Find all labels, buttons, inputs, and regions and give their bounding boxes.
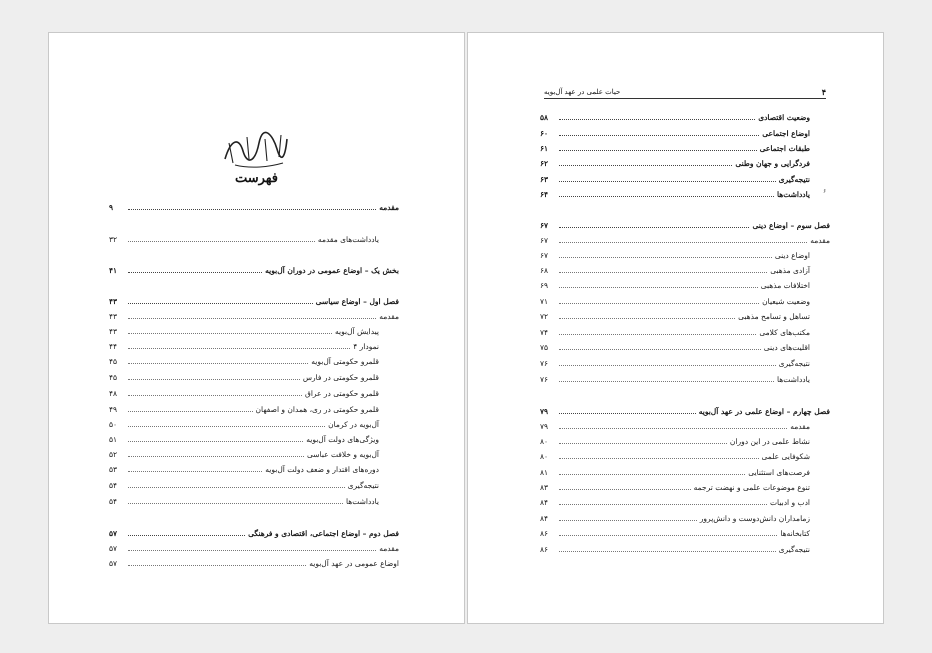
dot-leader [559, 150, 757, 151]
dot-leader [128, 487, 345, 488]
toc-entry-title: آل‌بویه در کرمان [328, 419, 379, 429]
toc-entry-page: ۴۹ [109, 404, 118, 414]
toc-entry[interactable] [109, 340, 379, 352]
toc-entry-title: نتیجه‌گیری [778, 544, 810, 554]
toc-entry[interactable] [540, 188, 810, 200]
running-head-title: حیات علمی در عهد آل‌بویه [544, 88, 621, 96]
toc-entry-title: تنوع موضوعات علمی و نهضت ترجمه [693, 482, 810, 492]
dot-leader [559, 334, 756, 335]
toc-entry-title: مقدمه [810, 235, 830, 245]
toc-entry-page: ۳۲ [109, 234, 118, 244]
toc-entry[interactable] [540, 310, 810, 322]
toc-entry-page: ۶۷ [540, 220, 549, 230]
toc-entry[interactable] [540, 341, 810, 353]
toc-entry[interactable] [540, 279, 810, 291]
toc-entry-page: ۶۱ [540, 143, 549, 153]
toc-entry-title: مقدمه [790, 421, 810, 431]
toc-entry-page: ۹ [109, 202, 114, 212]
toc-entry[interactable] [109, 201, 399, 213]
dot-leader [559, 489, 691, 490]
toc-entry[interactable] [540, 466, 810, 478]
toc-entry[interactable] [109, 418, 379, 430]
dot-leader [128, 379, 300, 380]
dot-leader [559, 458, 759, 459]
left-page [48, 32, 465, 624]
dot-leader [559, 365, 776, 366]
toc-entry-page: ۶۳ [540, 174, 549, 184]
toc-title: فهرست [234, 171, 279, 186]
toc-entry-title: فصل دوم – اوضاع اجتماعی، اقتصادی و فرهنگی [248, 528, 399, 538]
dot-leader [128, 303, 313, 304]
toc-entry[interactable] [109, 325, 379, 337]
dot-leader [128, 348, 350, 349]
dot-leader [559, 443, 727, 444]
toc-entry-title: فصل سوم – اوضاع دینی [752, 220, 830, 230]
toc-entry-title: فصل چهارم – اوضاع علمی در عهد آل‌بویه [698, 406, 830, 416]
dot-leader [128, 333, 332, 334]
toc-entry[interactable] [109, 542, 399, 554]
toc-entry-page: ۴۵ [109, 372, 118, 382]
toc-entry[interactable] [540, 420, 810, 432]
toc-entry-page: ۷۱ [540, 296, 549, 306]
dot-leader [128, 209, 376, 210]
toc-entry-page: ۷۴ [540, 327, 549, 337]
toc-entry[interactable] [540, 173, 810, 185]
dot-leader [559, 181, 776, 182]
toc-entry[interactable] [540, 142, 810, 154]
toc-entry[interactable] [109, 527, 399, 539]
toc-entry[interactable] [109, 403, 379, 415]
toc-entry-title: مکتب‌های کلامی [759, 327, 810, 337]
toc-entry-title: اوضاع عمومی در عهد آل‌بویه [309, 558, 399, 568]
toc-entry-page: ۴۳ [109, 296, 118, 306]
toc-entry-page: ۴۴ [109, 341, 118, 351]
dot-leader [128, 241, 315, 242]
right-page [467, 32, 884, 624]
dot-leader [559, 428, 787, 429]
toc-entry-page: ۵۱ [109, 434, 118, 444]
toc-entry-page: ۷۹ [540, 406, 549, 416]
dot-leader [128, 471, 262, 472]
toc-entry-page: ۷۲ [540, 311, 549, 321]
toc-entry-page: ۷۵ [540, 342, 549, 352]
toc-entry-title: قلمرو حکومتی در ری، همدان و اصفهان [255, 404, 379, 414]
toc-entry-page: ۴۳ [109, 326, 118, 336]
dot-leader [559, 227, 749, 228]
toc-entry-page: ۴۳ [109, 311, 118, 321]
toc-entry-page: ۶۲ [540, 158, 549, 168]
toc-entry-page: ۴۱ [109, 265, 118, 275]
toc-entry-title: وضعیت شیعیان [762, 296, 810, 306]
toc-entry-page: ۵۲ [109, 449, 118, 459]
toc-entry-page: ۵۴ [109, 480, 118, 490]
running-header [544, 86, 826, 99]
toc-entry-title: فرصت‌های استثنایی [748, 467, 810, 477]
toc-entry-page: ۶۴ [540, 189, 549, 199]
toc-entry-title: اختلافات مذهبی [760, 280, 810, 290]
dot-leader [128, 318, 376, 319]
toc-entry-title: زمامداران دانش‌دوست و دانش‌پرور [699, 513, 810, 523]
toc-entry-title: وضعیت اقتصادی [758, 112, 810, 122]
toc-entry[interactable] [540, 219, 830, 231]
toc-entry-title: نتیجه‌گیری [347, 480, 379, 490]
toc-entry[interactable] [109, 495, 379, 507]
toc-entry-title: یادداشت‌های مقدمه [317, 234, 379, 244]
toc-entry-title: ادب و ادبیات [770, 497, 810, 507]
toc-entry[interactable] [109, 433, 379, 445]
toc-entry[interactable] [109, 387, 379, 399]
toc-entry-page: ۸۶ [540, 528, 549, 538]
toc-entry-title: پیدایش آل‌بویه [334, 326, 379, 336]
toc-entry-title: آل‌بویه و خلافت عباسی [307, 449, 379, 459]
dot-leader [128, 535, 245, 536]
dot-leader [559, 474, 745, 475]
toc-entry-title: آزادی مذهبی [770, 265, 810, 275]
toc-entry-page: ۷۹ [540, 421, 549, 431]
dot-leader [559, 257, 772, 258]
dot-leader [559, 504, 767, 505]
toc-entry[interactable] [540, 527, 810, 539]
toc-entry-page: ۵۰ [109, 419, 118, 429]
toc-entry-title: ویژگی‌های دولت آل‌بویه [306, 434, 379, 444]
dot-leader [128, 565, 306, 566]
toc-entry[interactable] [540, 543, 810, 555]
toc-entry-title: نمودار ۴ [353, 341, 379, 351]
toc-entry[interactable] [540, 249, 810, 261]
toc-entry-title: اوضاع اجتماعی [762, 128, 810, 138]
toc-entry-page: ۵۷ [109, 558, 118, 568]
toc-entry-page: ۷۶ [540, 358, 549, 368]
toc-entry-page: ۷۶ [540, 374, 549, 384]
toc-entry[interactable] [540, 234, 830, 246]
dot-leader [559, 272, 767, 273]
toc-entry-title: نتیجه‌گیری [778, 174, 810, 184]
dot-leader [559, 551, 776, 552]
toc-entry[interactable] [540, 405, 830, 417]
toc-entry[interactable] [540, 435, 810, 447]
page-number: ۴ [821, 87, 826, 97]
dot-leader [559, 318, 735, 319]
side-marker: ۶ [823, 188, 827, 195]
toc-entry[interactable] [109, 371, 379, 383]
toc-entry-page: ۶۷ [540, 250, 549, 260]
toc-entry-page: ۴۵ [109, 356, 118, 366]
toc-entry-page: ۶۹ [540, 280, 549, 290]
toc-entry[interactable] [109, 233, 379, 245]
toc-entry-title: نشاط علمی در این دوران [729, 436, 810, 446]
toc-entry-title: یادداشت‌ها [345, 496, 379, 506]
toc-entry-title: اقلیت‌های دینی [763, 342, 810, 352]
toc-entry-title: تساهل و تسامح مذهبی [738, 311, 810, 321]
toc-entry-page: ۸۰ [540, 451, 549, 461]
toc-entry-page: ۵۷ [109, 543, 118, 553]
toc-entry[interactable] [109, 310, 399, 322]
dot-leader [559, 242, 807, 243]
toc-entry[interactable] [540, 512, 810, 524]
dot-leader [559, 119, 755, 120]
dot-leader [559, 165, 732, 166]
dot-leader [559, 287, 758, 288]
toc-entry-page: ۸۴ [540, 513, 549, 523]
dot-leader [559, 349, 761, 350]
toc-entry[interactable] [540, 450, 810, 462]
toc-entry-title: قلمرو حکومتی در عراق [305, 388, 379, 398]
dot-leader [128, 363, 308, 364]
dot-leader [128, 503, 343, 504]
toc-entry[interactable] [109, 479, 379, 491]
toc-entry[interactable] [540, 295, 810, 307]
toc-entry-title: کتابخانه‌ها [780, 528, 810, 538]
toc-entry-title: مقدمه [379, 202, 399, 212]
toc-entry[interactable] [540, 157, 810, 169]
toc-entry-title: بخش یک – اوضاع عمومی در دوران آل‌بویه [265, 265, 399, 275]
dot-leader [128, 395, 302, 396]
toc-entry-title: فصل اول – اوضاع سیاسی [315, 296, 399, 306]
dot-leader [559, 381, 774, 382]
toc-entry-title: فردگرایی و جهان وطنی [735, 158, 810, 168]
dot-leader [559, 535, 777, 536]
dot-leader [128, 411, 253, 412]
toc-entry-page: ۸۱ [540, 467, 549, 477]
dot-leader [559, 520, 697, 521]
toc-entry-page: ۸۶ [540, 544, 549, 554]
dot-leader [559, 413, 696, 414]
toc-entry[interactable] [540, 373, 810, 385]
dot-leader [559, 303, 759, 304]
toc-entry-page: ۸۰ [540, 436, 549, 446]
toc-entry[interactable] [109, 463, 379, 475]
toc-entry[interactable] [540, 264, 810, 276]
toc-entry[interactable] [540, 481, 810, 493]
toc-entry-title: دوره‌های اقتدار و ضعف دولت آل‌بویه [265, 464, 379, 474]
dot-leader [128, 456, 304, 457]
toc-entry-title: یادداشت‌ها [776, 374, 810, 384]
dot-leader [559, 196, 774, 197]
toc-entry-page: ۶۰ [540, 128, 549, 138]
toc-entry-page: ۴۸ [109, 388, 118, 398]
dot-leader [128, 426, 325, 427]
toc-entry[interactable] [540, 127, 810, 139]
toc-entry[interactable] [540, 111, 810, 123]
toc-entry-title: مقدمه [379, 311, 399, 321]
toc-entry-title: قلمرو حکومتی در فارس [302, 372, 379, 382]
toc-entry-page: ۶۷ [540, 235, 549, 245]
dot-leader [128, 272, 262, 273]
toc-entry-title: طبقات اجتماعی [759, 143, 810, 153]
toc-entry[interactable] [109, 264, 399, 276]
toc-entry-title: مقدمه [379, 543, 399, 553]
toc-entry-page: ۸۳ [540, 482, 549, 492]
dot-leader [559, 135, 759, 136]
toc-entry-title: نتیجه‌گیری [778, 358, 810, 368]
toc-entry-page: ۵۳ [109, 464, 118, 474]
dot-leader [128, 441, 303, 442]
toc-entry-page: ۵۸ [540, 112, 549, 122]
toc-entry[interactable] [109, 448, 379, 460]
dot-leader [128, 550, 376, 551]
bismillah-calligraphy [221, 129, 291, 169]
toc-entry[interactable] [109, 295, 399, 307]
toc-entry-page: ۵۴ [109, 496, 118, 506]
toc-entry-title: قلمرو حکومتی آل‌بویه [311, 356, 379, 366]
toc-entry[interactable] [540, 326, 810, 338]
toc-entry[interactable] [109, 355, 379, 367]
toc-entry-title: اوضاع دینی [774, 250, 810, 260]
toc-entry[interactable] [540, 496, 810, 508]
toc-entry-page: ۸۴ [540, 497, 549, 507]
toc-entry[interactable] [109, 557, 399, 569]
toc-entry-page: ۵۷ [109, 528, 118, 538]
toc-entry-title: شکوفایی علمی [761, 451, 810, 461]
toc-entry-title: یادداشت‌ها [776, 189, 810, 199]
toc-entry-page: ۶۸ [540, 265, 549, 275]
toc-entry[interactable] [540, 357, 810, 369]
